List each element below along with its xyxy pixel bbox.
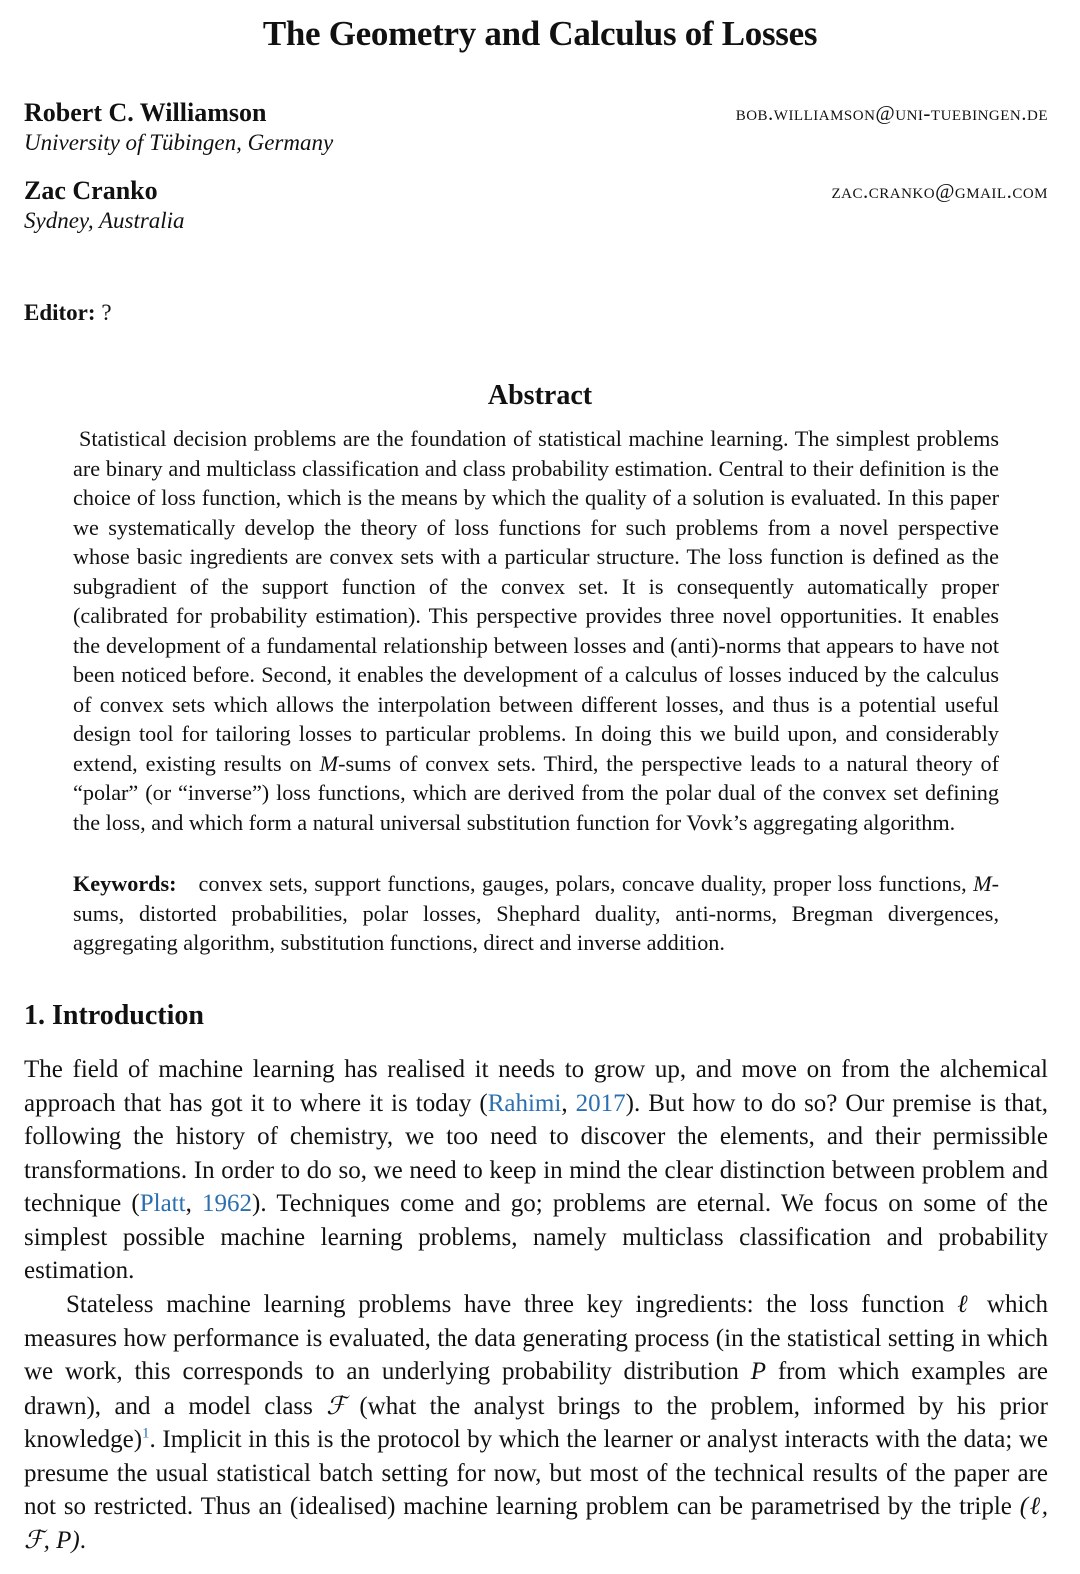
author-name: Robert C. Williamson [24,98,267,127]
citation-link-rahimi[interactable] [488,1090,562,1117]
math-m: M [319,750,339,776]
keywords-label: Keywords: [73,871,177,896]
abstract-text [73,424,999,837]
citation-link-platt[interactable]: Platt [139,1190,186,1217]
math-triple: (ℓ, ℱ, P) [24,1493,1048,1554]
paper-title: The Geometry and Calculus of Losses [262,14,818,53]
intro-paragraph-1 [24,1053,1048,1288]
abstract-heading: Abstract [487,380,593,411]
intro-paragraph-2 [24,1288,1048,1557]
keywords [73,869,999,958]
paragraph-text: ). Techniques come and go; problems are eternal. We focus on some of the simplest possible machine learning problems, namely multiclass classification and probability estimation. [24,1190,1048,1284]
author-email: bob.williamson@uni-tuebingen.de [735,101,1048,125]
citation-year-link[interactable]: 1962 [202,1190,253,1217]
abstract-text-part: -sums of convex sets. Third, the perspective leads to a natural theory of “polar” (or “inverse”) loss functions, which are derived from the polar dual of the convex set defining the loss, and which form a natural universal substitution function for Vovk’s aggregating algorithm. [73,750,1000,835]
author-block-1 [24,98,1048,158]
section-heading-introduction: 1. Introduction [24,1000,204,1031]
math-ell: ℓ [957,1291,975,1318]
citation-separator: , [185,1190,203,1217]
citation-author[interactable]: Rahimi [487,1089,562,1117]
author-block-2 [24,176,1048,236]
abstract-text-part: Statistical decision problems are the foundation of statistical machine learning. The simplest problems are binary and multiclass classification and class probability estimation. Central to their definition is the choice of loss function, which is the means by which the quality of a solution is evaluated. In this paper we systematically develop the theory of loss functions for such problems from a novel perspective whose basic ingredients are convex sets with a particular structure. The loss function is defined as the subgradient of the support function of the convex set. It is consequently automatically proper (calibrated for probability estimation). This perspective provides three novel opportunities. It enables the development of a fundamental relationship between losses and (anti)-norms that appears to have not been noticed before. Second, it enables the development of a calculus of losses induced by the calculus of convex sets which allows the interpolation between different losses, and thus is a potential useful design tool for tailoring losses to particular problems. In doing this we build upon, and considerably extend, existing results on [73,426,999,776]
math-m: M [973,871,992,896]
paragraph-text: which measures how performance is evaluated, the data generating process (in the statistical setting in which we work, this corresponds to an underlying probability distribution [24,1291,1048,1385]
author-email: zac.cranko@gmail.com [831,179,1048,203]
editor-label: Editor: [24,300,96,325]
author-name: Zac Cranko [24,176,158,205]
author-affiliation: University of Tübingen, Germany [24,130,334,155]
math-P: P [750,1358,766,1385]
citation-separator: , [561,1089,576,1117]
paragraph-text: (what the analyst brings to the problem, informed by his prior knowledge) [24,1392,1048,1453]
keywords-text: -sums, distorted probabilities, polar losses, Shephard duality, anti-norms, Bregman divergences, aggregating algorithm, substitution functions, direct and inverse addition. [73,871,999,955]
keywords-text: convex sets, support functions, gauges, polars, concave duality, proper loss functions, [198,871,974,896]
footnote-marker-link[interactable]: 1 [142,1425,150,1442]
paragraph-text: from which examples are drawn), and a model class [24,1358,1049,1420]
editor-value: ? [101,300,112,325]
paragraph-text: Stateless machine learning problems have three key ingredients: the loss function [66,1291,958,1318]
citation-year-link[interactable]: 2017 [575,1089,626,1117]
math-script-F: ℱ [326,1390,346,1420]
paragraph-text: . Implicit in this is the protocol by which the learner or analyst interacts with the data; we presume the usual statistical batch setting for now, but most of the technical results of the paper are not so restricted. Thus an (idealised) machine learning problem can be parametrised by the triple [24,1426,1048,1520]
paragraph-text: The field of machine learning has realised it needs to grow up, and move on from the alchemical approach that has got it to where it is today ( [24,1056,1048,1117]
editor-line [24,298,112,328]
paragraph-text: ). But how to do so? Our premise is that, following the history of chemistry, we too need to discover the elements, and their permissible transformations. In order to do so, we need to keep in mind the clear distinction between problem and technique ( [24,1089,1049,1217]
paragraph-text: . [79,1526,86,1554]
author-affiliation: Sydney, Australia [24,208,185,233]
